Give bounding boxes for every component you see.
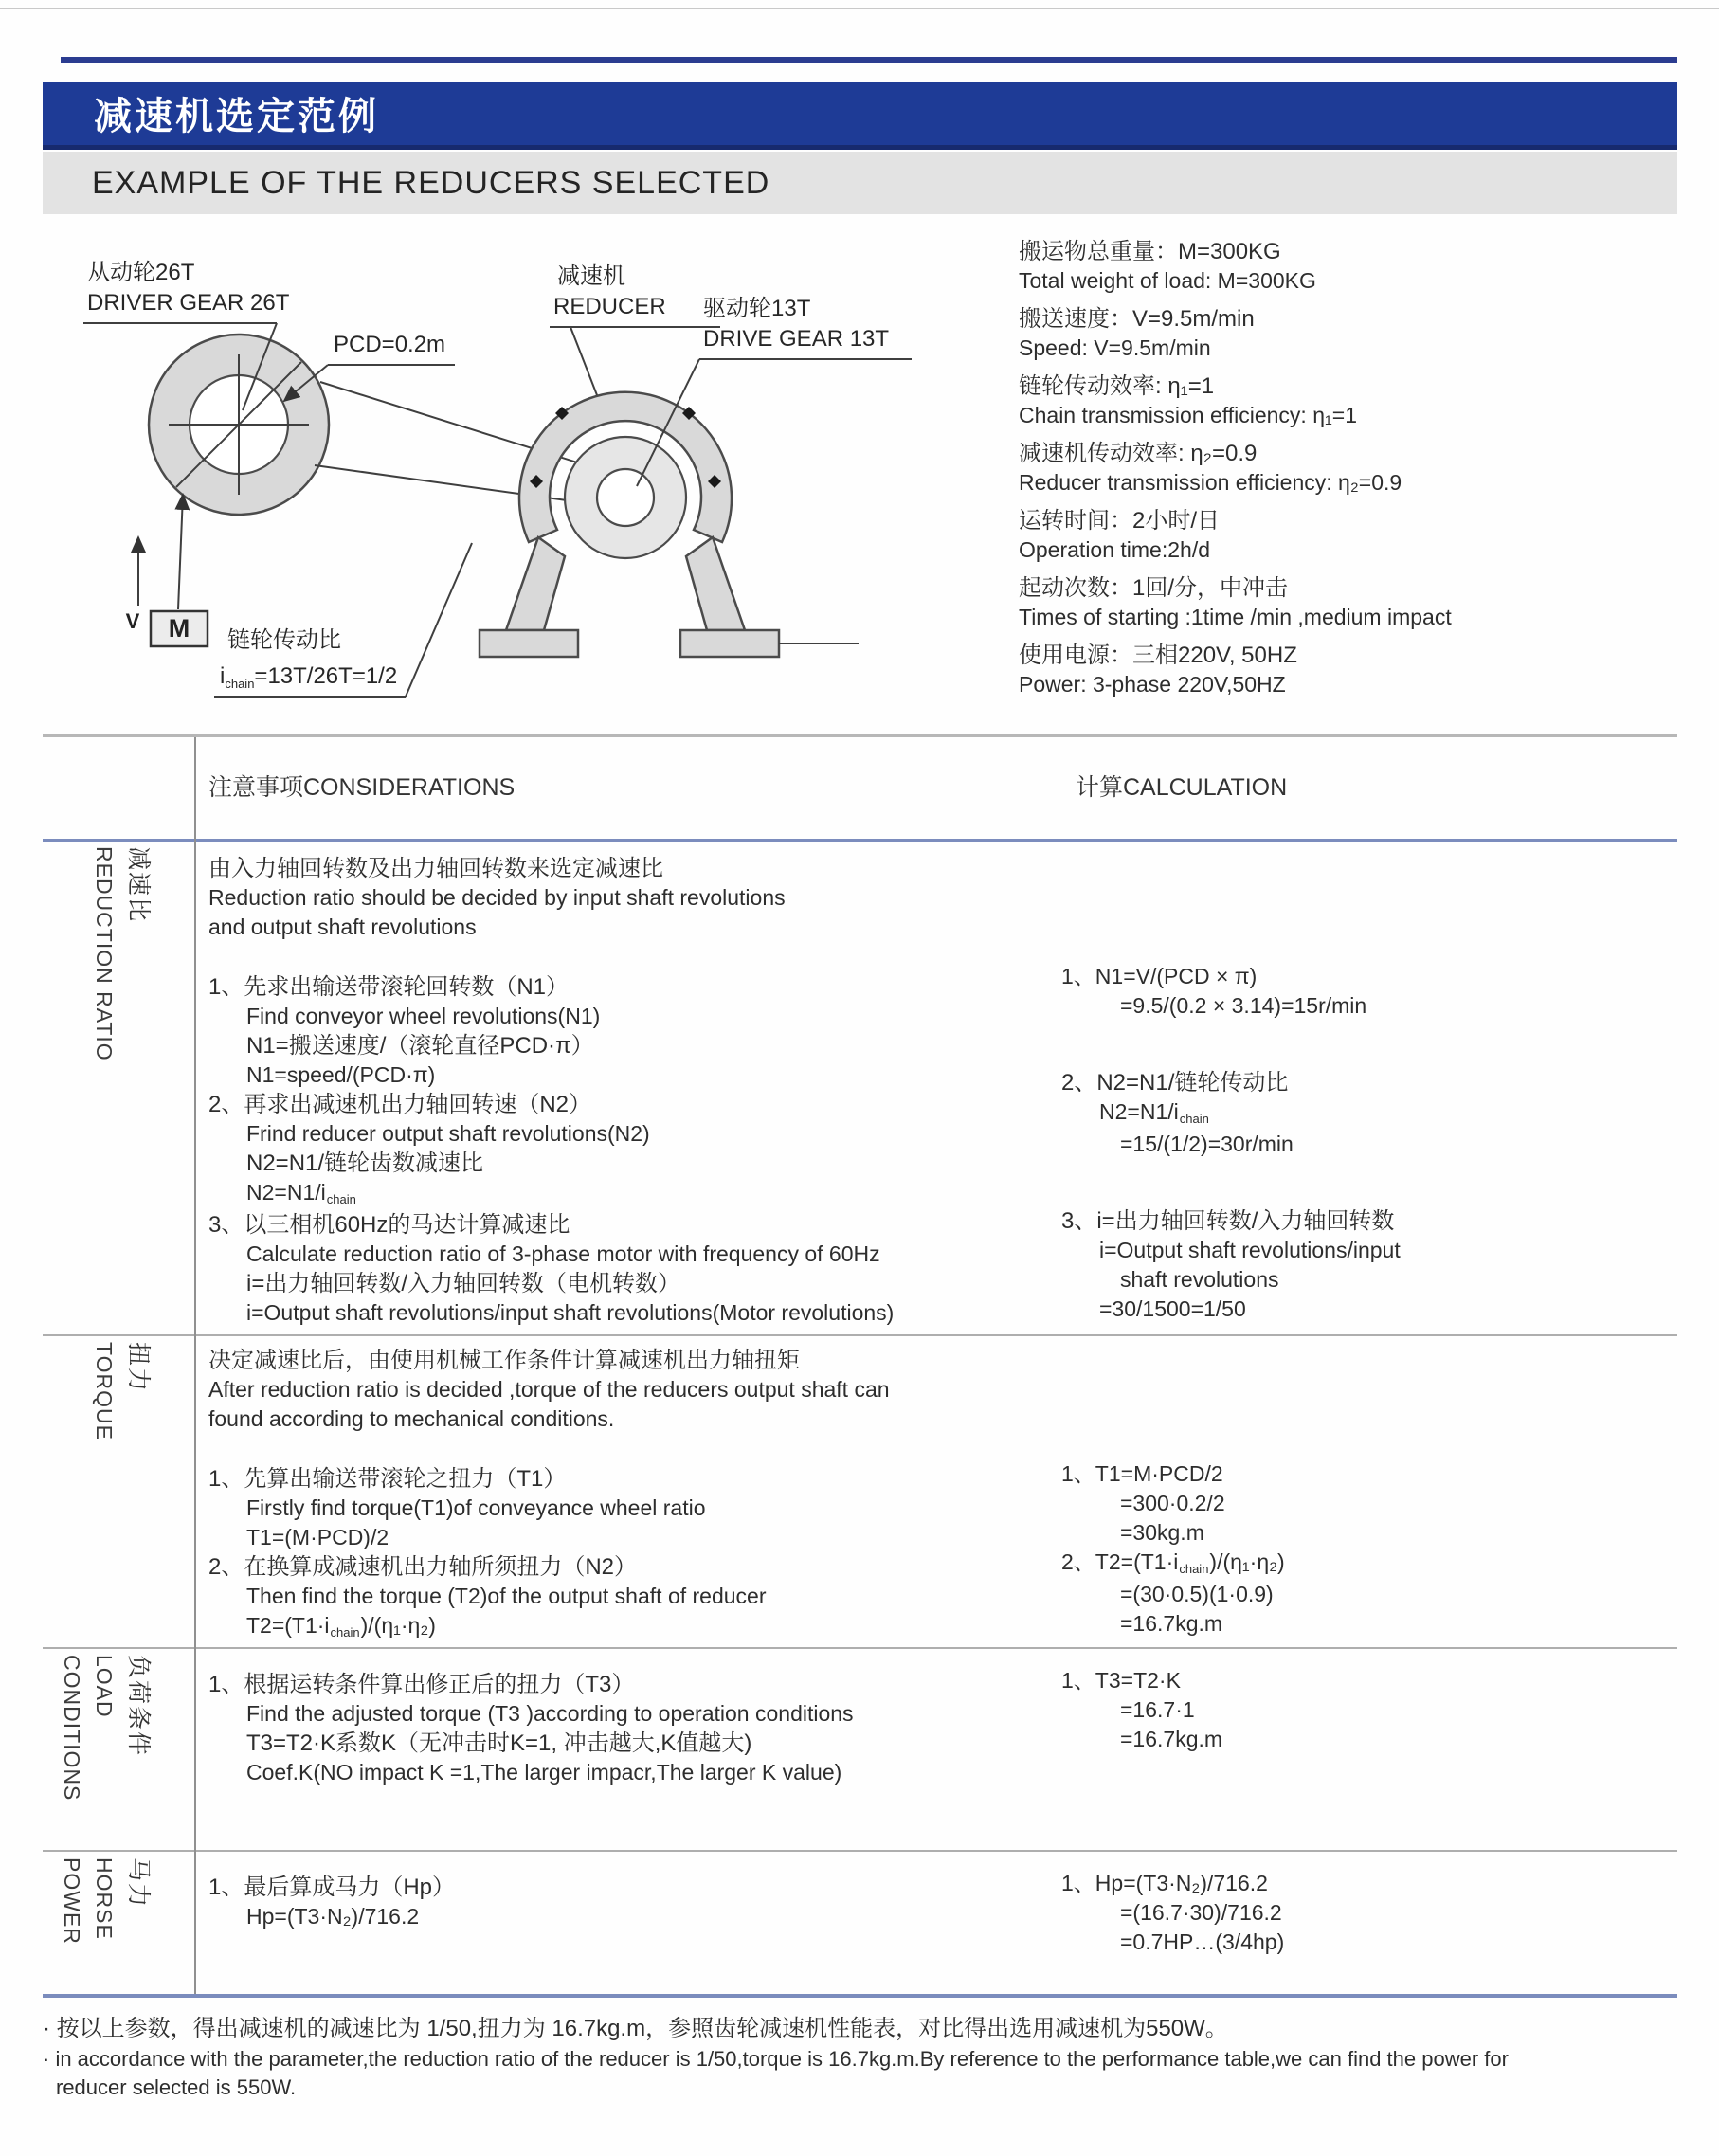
text-line: 2、再求出减速机出力轴回转速（N2） [208, 1092, 592, 1117]
section-row-horse-power [43, 1850, 1677, 1998]
text-line: 3、i=出力轴回转数/入力轴回转数 [1061, 1208, 1395, 1234]
text-line: =300·0.2/2 [1120, 1491, 1225, 1515]
text-line: 1、N1=V/(PCD × π) [1061, 964, 1258, 988]
text-line: i=Output shaft revolutions/input shaft revolutions(Motor revolutions) [246, 1300, 895, 1325]
calculation-column [1061, 1334, 1673, 1639]
spec-list [1019, 237, 1663, 699]
load-label: M [168, 614, 190, 643]
text-line: 决定减速比后，由使用机械工作条件计算减速机出力轴扭矩 [208, 1348, 800, 1373]
text-line: T1=(M·PCD)/2 [246, 1525, 389, 1549]
text-line: N2=N1/ichain [1099, 1099, 1209, 1126]
text-line: =16.7kg.m [1120, 1611, 1223, 1636]
section-label: 马力 HORSE POWER [60, 1857, 152, 1945]
text-line: Firstly find torque(T1)of conveyance wheel ratio [246, 1495, 706, 1520]
text-line: N1=搬送速度/（滚轮直径PCD·π） [246, 1033, 594, 1059]
section-row-load-conditions [43, 1647, 1677, 1850]
text-line: and output shaft revolutions [208, 915, 477, 939]
drive-gear-label-en: DRIVE GEAR 13T [703, 326, 890, 352]
reducer-diagram [57, 223, 1014, 734]
text-line: 1、根据运转条件算出修正后的扭力（T3） [208, 1672, 635, 1697]
calculation-column [1061, 839, 1673, 1324]
section-label-cell [43, 1647, 194, 1850]
text-line: i=Output shaft revolutions/input [1099, 1238, 1401, 1262]
calculation-column [1061, 1850, 1673, 1957]
text-line: shaft revolutions [1120, 1267, 1279, 1292]
text-line: 1、T3=T2·K [1061, 1668, 1181, 1693]
driver-gear-label-en: DRIVER GEAR 26T [87, 290, 290, 316]
text-line: N2=N1/链轮齿数减速比 [246, 1150, 484, 1176]
text-line: 1、先算出输送带滚轮之扭力（T1） [208, 1466, 567, 1492]
text-line: Reducer transmission efficiency: η₂=0.9 [1019, 470, 1402, 495]
calculation-column [1061, 1647, 1673, 1754]
table-top-rule [43, 734, 1677, 737]
driver-gear-label-cn: 从动轮26T [87, 260, 195, 285]
text-line: Then find the torque (T2)of the output shaft of reducer [246, 1584, 767, 1608]
text-line: 链轮传动效率: η₁=1 [1019, 373, 1215, 399]
text-line: Speed: V=9.5m/min [1019, 335, 1211, 360]
reducer-label-cn: 减速机 [557, 263, 625, 289]
drive-gear-label-cn: 驱动轮13T [703, 296, 811, 321]
section-label-cell [43, 1850, 194, 1998]
text-line: · in accordance with the parameter,the reduction ratio of the reducer is 1/50,torque is 16.7kg.m.By reference to the performance table,we can find the power for [43, 2047, 1509, 2071]
chain-ratio-label-cn: 链轮传动比 [227, 627, 341, 653]
text-line: =30kg.m [1120, 1520, 1204, 1545]
text-line: Total weight of load: M=300KG [1019, 268, 1316, 293]
text-line: Reduction ratio should be decided by input shaft revolutions [208, 885, 786, 910]
text-line: Power: 3-phase 220V,50HZ [1019, 672, 1286, 697]
text-line: 搬送速度：V=9.5m/min [1019, 306, 1255, 332]
section-label: 扭力 TORQUE [92, 1342, 152, 1440]
text-line: 使用电源：三相220V, 50HZ [1019, 643, 1297, 668]
text-line: reducer selected is 550W. [56, 2075, 297, 2099]
text-line: 3、以三相机60Hz的马达计算减速比 [208, 1212, 570, 1238]
text-line: 1、T1=M·PCD/2 [1061, 1461, 1223, 1486]
text-line: 2、N2=N1/链轮传动比 [1061, 1070, 1289, 1096]
text-line: · 按以上参数，得出减速机的减速比为 1/50,扭力为 16.7kg.m，参照齿轮减速机性能表，对比得出选用减速机为550W。 [43, 2016, 1228, 2041]
text-line: Hp=(T3·N₂)/716.2 [246, 1904, 420, 1929]
text-line: Chain transmission efficiency: η₁=1 [1019, 403, 1357, 427]
text-line: =(30·0.5)(1·0.9) [1120, 1582, 1274, 1606]
text-line: 1、Hp=(T3·N₂)/716.2 [1061, 1871, 1268, 1895]
text-line: =30/1500=1/50 [1099, 1296, 1246, 1321]
pcd-label: PCD=0.2m [334, 332, 446, 357]
page-title-bar [43, 82, 1677, 150]
text-line: After reduction ratio is decided ,torque of the reducers output shaft can [208, 1377, 890, 1402]
speed-label: V [125, 609, 140, 633]
section-label: 负荷条件 LOAD CONDITIONS [60, 1655, 152, 1802]
text-line: 由入力轴回转数及出力轴回转数来选定减速比 [208, 856, 663, 881]
text-line: =9.5/(0.2 × 3.14)=15r/min [1120, 993, 1367, 1018]
section-row-torque [43, 1334, 1677, 1647]
text-line: i=出力轴回转数/入力轴回转数（电机转数） [246, 1271, 681, 1296]
text-line: 起动次数：1回/分，中冲击 [1019, 575, 1289, 601]
text-line: Operation time:2h/d [1019, 537, 1211, 562]
chain-ratio-formula: $i_{chain}=13T/26T=1/2$ [220, 663, 398, 691]
text-line: T2=(T1·ichain)/(η₁·η₂) [246, 1613, 436, 1640]
text-line: Find the adjusted torque (T3 )according to operation conditions [246, 1701, 854, 1726]
reducer-label-en: REDUCER [553, 294, 666, 319]
section-label-cell [43, 839, 194, 1334]
text-line: 1、先求出输送带滚轮回转数（N1） [208, 974, 570, 1000]
text-line: 2、在换算成减速机出力轴所须扭力（N2） [208, 1554, 638, 1580]
reducer-callout [550, 263, 720, 395]
text-line: 搬运物总重量：M=300KG [1019, 239, 1281, 264]
text-line: Calculate reduction ratio of 3-phase motor with frequency of 60Hz [246, 1241, 880, 1266]
considerations-column [208, 839, 1052, 1328]
text-line: found according to mechanical conditions. [208, 1406, 615, 1431]
text-line: =0.7HP…(3/4hp) [1120, 1930, 1285, 1954]
section-label: 减速比 REDUCTION RATIO [92, 846, 152, 1061]
considerations-column [208, 1334, 1052, 1643]
drive-gear-callout [637, 296, 912, 486]
footer-notes [43, 2013, 1674, 2102]
text-line: 运转时间：2小时/日 [1019, 508, 1221, 534]
load-and-speed [126, 495, 208, 646]
text-line: N2=N1/ichain [246, 1180, 356, 1206]
page-subtitle-bar [43, 152, 1677, 214]
text-line: Coef.K(NO impact K =1,The larger impacr,The larger K value) [246, 1760, 842, 1785]
text-line: Find conveyor wheel revolutions(N1) [246, 1004, 601, 1028]
considerations-column [208, 1850, 1052, 1931]
text-line: Frind reducer output shaft revolutions(N2) [246, 1121, 650, 1146]
text-line: 1、最后算成马力（Hp） [208, 1875, 456, 1900]
text-line: 2、T2=(T1·ichain)/(η₁·η₂) [1061, 1549, 1285, 1576]
text-line: =16.7kg.m [1120, 1727, 1223, 1751]
text-line: =16.7·1 [1120, 1697, 1195, 1722]
page-title: 减速机选定范例 [94, 96, 379, 137]
driver-gear-shape [149, 335, 329, 515]
text-line: T3=T2·K系数K（无冲击时K=1, 冲击越大,K值越大) [246, 1730, 752, 1756]
selection-table [43, 734, 1677, 1998]
top-rule [0, 8, 1719, 9]
page-subtitle: EXAMPLE OF THE REDUCERS SELECTED [92, 164, 770, 201]
text-line: 减速机传动效率: η₂=0.9 [1019, 441, 1258, 466]
section-label-cell [43, 1334, 194, 1647]
chain-ratio-callout [214, 543, 472, 697]
accent-rule [61, 57, 1677, 63]
reducer-shape [480, 392, 859, 657]
text-line: Times of starting :1time /min ,medium impact [1019, 605, 1452, 629]
considerations-column [208, 1647, 1052, 1787]
text-line: =15/(1/2)=30r/min [1120, 1132, 1294, 1156]
considerations-header: 注意事项CONSIDERATIONS [208, 774, 516, 801]
text-line: =(16.7·30)/716.2 [1120, 1900, 1282, 1925]
section-row-reduction-ratio [43, 839, 1677, 1334]
text-line: N1=speed/(PCD·π) [246, 1062, 436, 1087]
calculation-header: 计算CALCULATION [1076, 774, 1288, 801]
